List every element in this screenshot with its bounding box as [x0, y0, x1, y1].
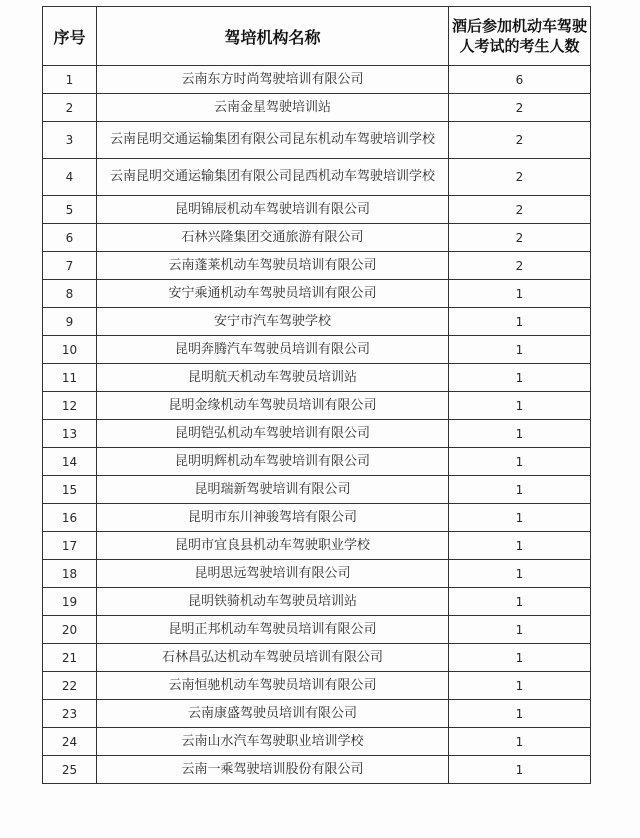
row-school-name: 昆明航天机动车驾驶员培训站 [97, 364, 449, 392]
table-row [43, 504, 591, 532]
row-examinee-count: 1 [449, 532, 591, 560]
row-school-name: 云南山水汽车驾驶职业培训学校 [97, 728, 449, 756]
table-row [43, 644, 591, 672]
row-school-name: 石林兴隆集团交通旅游有限公司 [97, 224, 449, 252]
row-number: 16 [43, 504, 97, 532]
row-number: 2 [43, 94, 97, 122]
row-number: 12 [43, 392, 97, 420]
row-number: 23 [43, 700, 97, 728]
row-school-name: 云南金星驾驶培训站 [97, 94, 449, 122]
table-row [43, 532, 591, 560]
row-examinee-count: 1 [449, 728, 591, 756]
row-number: 24 [43, 728, 97, 756]
row-examinee-count: 1 [449, 644, 591, 672]
row-number: 10 [43, 336, 97, 364]
table-row [43, 700, 591, 728]
row-number: 15 [43, 476, 97, 504]
table-row [43, 159, 591, 196]
row-school-name: 昆明金缘机动车驾驶员培训有限公司 [97, 392, 449, 420]
row-examinee-count: 2 [449, 94, 591, 122]
row-examinee-count: 1 [449, 560, 591, 588]
table-row [43, 66, 591, 94]
table-row [43, 224, 591, 252]
row-examinee-count: 2 [449, 252, 591, 280]
row-number: 3 [43, 122, 97, 159]
row-school-name: 昆明铁骑机动车驾驶员培训站 [97, 588, 449, 616]
row-number: 7 [43, 252, 97, 280]
row-examinee-count: 1 [449, 420, 591, 448]
header-row [43, 7, 591, 66]
row-school-name: 云南恒驰机动车驾驶员培训有限公司 [97, 672, 449, 700]
row-school-name: 云南康盛驾驶员培训有限公司 [97, 700, 449, 728]
row-examinee-count: 2 [449, 159, 591, 196]
row-number: 25 [43, 756, 97, 784]
table-row [43, 336, 591, 364]
row-number: 13 [43, 420, 97, 448]
row-number: 21 [43, 644, 97, 672]
row-school-name: 昆明思远驾驶培训有限公司 [97, 560, 449, 588]
row-school-name: 安宁乘通机动车驾驶员培训有限公司 [97, 280, 449, 308]
row-examinee-count: 1 [449, 588, 591, 616]
table-row [43, 280, 591, 308]
row-school-name: 云南东方时尚驾驶培训有限公司 [97, 66, 449, 94]
header-name: 驾培机构名称 [97, 7, 449, 66]
row-examinee-count: 1 [449, 364, 591, 392]
row-number: 11 [43, 364, 97, 392]
row-number: 22 [43, 672, 97, 700]
row-number: 20 [43, 616, 97, 644]
row-school-name: 安宁市汽车驾驶学校 [97, 308, 449, 336]
row-number: 8 [43, 280, 97, 308]
row-school-name: 昆明正邦机动车驾驶员培训有限公司 [97, 616, 449, 644]
row-number: 1 [43, 66, 97, 94]
row-number: 14 [43, 448, 97, 476]
row-school-name: 昆明市宜良县机动车驾驶职业学校 [97, 532, 449, 560]
row-examinee-count: 1 [449, 392, 591, 420]
table-row [43, 196, 591, 224]
table-row [43, 308, 591, 336]
row-examinee-count: 2 [449, 224, 591, 252]
table-row [43, 94, 591, 122]
table-row [43, 392, 591, 420]
table-row [43, 672, 591, 700]
table-row [43, 364, 591, 392]
table-row [43, 448, 591, 476]
row-number: 18 [43, 560, 97, 588]
row-school-name: 昆明瑞新驾驶培训有限公司 [97, 476, 449, 504]
table-row [43, 560, 591, 588]
row-examinee-count: 1 [449, 700, 591, 728]
table-row [43, 252, 591, 280]
table-row [43, 420, 591, 448]
row-school-name: 石林昌弘达机动车驾驶员培训有限公司 [97, 644, 449, 672]
row-number: 19 [43, 588, 97, 616]
row-examinee-count: 1 [449, 280, 591, 308]
row-examinee-count: 1 [449, 616, 591, 644]
header-count: 酒后参加机动车驾驶 人考试的考生人数 [449, 7, 591, 66]
row-school-name: 云南蓬莱机动车驾驶员培训有限公司 [97, 252, 449, 280]
row-school-name: 昆明锦辰机动车驾驶培训有限公司 [97, 196, 449, 224]
table-row [43, 588, 591, 616]
row-examinee-count: 2 [449, 196, 591, 224]
table-body [43, 66, 591, 784]
table-row [43, 476, 591, 504]
row-school-name: 昆明市东川神骏驾培有限公司 [97, 504, 449, 532]
table-row [43, 616, 591, 644]
row-school-name: 云南昆明交通运输集团有限公司昆东机动车驾驶培训学校 [97, 122, 449, 159]
row-number: 5 [43, 196, 97, 224]
row-examinee-count: 6 [449, 66, 591, 94]
row-examinee-count: 1 [449, 448, 591, 476]
header-index: 序号 [43, 7, 97, 66]
row-number: 4 [43, 159, 97, 196]
row-examinee-count: 1 [449, 504, 591, 532]
row-examinee-count: 1 [449, 336, 591, 364]
row-examinee-count: 1 [449, 672, 591, 700]
row-examinee-count: 1 [449, 756, 591, 784]
table-row [43, 756, 591, 784]
row-school-name: 云南昆明交通运输集团有限公司昆西机动车驾驶培训学校 [97, 159, 449, 196]
row-examinee-count: 2 [449, 122, 591, 159]
examinee-table [42, 6, 591, 784]
row-school-name: 昆明奔腾汽车驾驶员培训有限公司 [97, 336, 449, 364]
row-number: 17 [43, 532, 97, 560]
table-row [43, 122, 591, 159]
row-examinee-count: 1 [449, 476, 591, 504]
row-school-name: 昆明铠弘机动车驾驶培训有限公司 [97, 420, 449, 448]
row-school-name: 昆明明辉机动车驾驶培训有限公司 [97, 448, 449, 476]
row-examinee-count: 1 [449, 308, 591, 336]
row-school-name: 云南一乘驾驶培训股份有限公司 [97, 756, 449, 784]
row-number: 9 [43, 308, 97, 336]
table-row [43, 728, 591, 756]
row-number: 6 [43, 224, 97, 252]
